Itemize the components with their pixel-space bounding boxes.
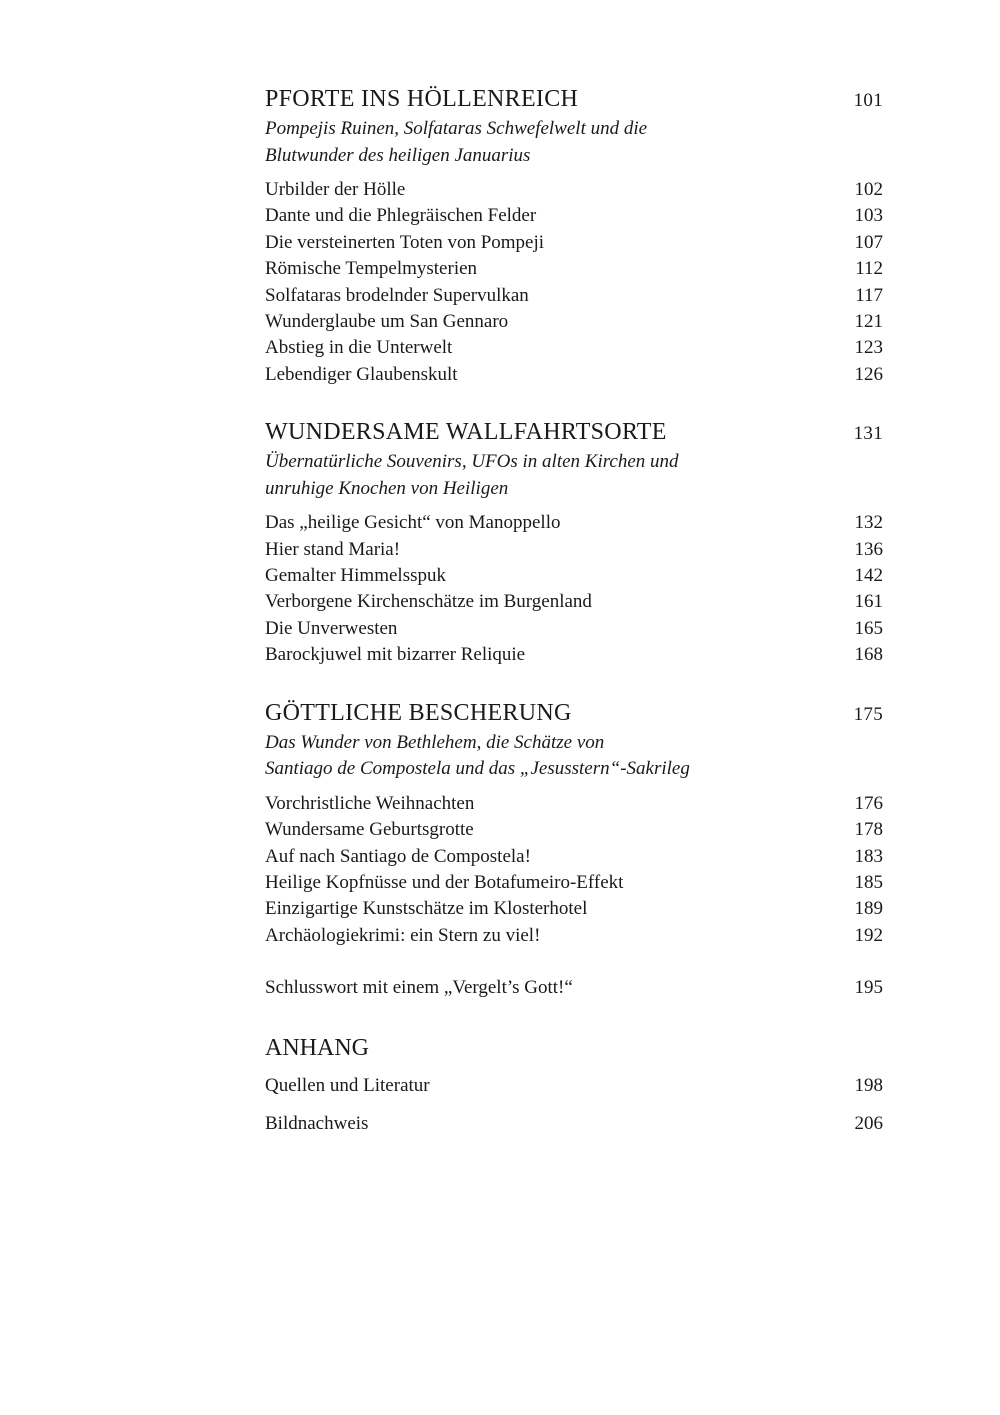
- toc-entry: [265, 1073, 883, 1099]
- section-page-number: 131: [853, 423, 883, 445]
- entry-page: 189: [854, 898, 883, 920]
- subtitle-line: Pompejis Ruinen, Solfataras Schwefelwelt und die: [265, 118, 648, 139]
- entry-page: 185: [854, 871, 883, 893]
- toc-entry: [265, 256, 883, 282]
- entry-page: 176: [854, 792, 883, 814]
- entry-title: Heilige Kopfnüsse und der Botafumeiro-Effekt: [265, 871, 624, 893]
- toc-entry: [265, 309, 883, 335]
- entry-list: [265, 510, 883, 668]
- subtitle-line: Übernatürliche Souvenirs, UFOs in alten Kirchen und: [265, 451, 679, 473]
- toc-entry: [265, 817, 883, 843]
- entry-page: 161: [854, 591, 883, 613]
- entry-title: Wundersame Geburtsgrotte: [265, 819, 474, 841]
- entry-page: 123: [854, 337, 883, 359]
- section-page-number: 175: [853, 703, 883, 725]
- section-title: GÖTTLICHE BESCHERUNG: [265, 699, 572, 726]
- toc-entry: [265, 510, 883, 536]
- entry-page: 136: [854, 538, 883, 560]
- entry-title: Das „heilige Gesicht“ von Manoppello: [265, 512, 561, 534]
- entry-page: 132: [854, 512, 883, 534]
- entry-page: 126: [854, 363, 883, 385]
- appendix-title: ANHANG: [265, 1035, 369, 1062]
- section-heading: [265, 698, 883, 730]
- entry-title: Auf nach Santiago de Compostela!: [265, 845, 531, 867]
- section-heading: [265, 417, 883, 449]
- entry-title: Verborgene Kirchenschätze im Burgenland: [265, 591, 592, 613]
- section-subtitle: [265, 116, 883, 169]
- entry-page: 121: [854, 311, 883, 333]
- toc-entry: [265, 589, 883, 615]
- subtitle-line: Das Wunder von Bethlehem, die Schätze von: [265, 731, 605, 753]
- entry-title: Archäologiekrimi: ein Stern zu viel!: [265, 924, 541, 946]
- toc-entry: [265, 1111, 883, 1137]
- toc-entry: [265, 335, 883, 361]
- entry-list: [265, 791, 883, 949]
- entry-title: Die Unverwesten: [265, 617, 398, 639]
- toc-entry: [265, 896, 883, 922]
- toc-entry: [265, 791, 883, 817]
- entry-title: Solfataras brodelnder Supervulkan: [265, 284, 529, 306]
- section-page-number: 101: [853, 90, 883, 111]
- entry-page: 107: [854, 231, 883, 253]
- toc-section-hoellenreich: [265, 84, 883, 388]
- section-subtitle: [265, 730, 883, 783]
- toc-entry: [265, 923, 883, 949]
- entry-title: Hier stand Maria!: [265, 538, 401, 560]
- entry-title: Lebendiger Glaubenskult: [265, 363, 458, 385]
- toc-entry: [265, 230, 883, 256]
- toc-entry: [265, 642, 883, 668]
- entry-title: Abstieg in die Unterwelt: [265, 337, 453, 359]
- toc-entry: [265, 870, 883, 896]
- toc-section-bescherung: [265, 698, 883, 949]
- entry-page: 112: [855, 258, 883, 280]
- entry-page: 178: [854, 819, 883, 841]
- table-of-contents: [265, 84, 883, 1137]
- entry-title: Quellen und Literatur: [265, 1075, 430, 1097]
- toc-entry: [265, 203, 883, 229]
- entry-page: 168: [854, 644, 883, 666]
- section-title: PFORTE INS HÖLLENREICH: [265, 86, 579, 112]
- entry-title: Einzigartige Kunstschätze im Klosterhotel: [265, 898, 588, 920]
- entry-title: Wunderglaube um San Gennaro: [265, 311, 509, 333]
- entry-list: [265, 177, 883, 388]
- subtitle-line: Santiago de Compostela und das „Jesusstern“-Sakrileg: [265, 758, 690, 780]
- toc-entry: [265, 177, 883, 203]
- toc-entry: [265, 563, 883, 589]
- entry-page: 192: [854, 924, 883, 946]
- entry-page: 142: [854, 565, 883, 587]
- entry-page: 195: [854, 977, 883, 999]
- toc-entry: [265, 844, 883, 870]
- entry-page: 103: [854, 205, 883, 227]
- entry-page: 102: [854, 179, 883, 200]
- entry-page: 198: [854, 1075, 883, 1097]
- section-heading: [265, 84, 883, 116]
- toc-entry: [265, 362, 883, 388]
- entry-title: Bildnachweis: [265, 1113, 369, 1135]
- entry-title: Dante und die Phlegräischen Felder: [265, 205, 537, 227]
- entry-page: 206: [854, 1113, 883, 1135]
- entry-page: 117: [855, 284, 883, 306]
- toc-entry: [265, 537, 883, 563]
- toc-closing-entry: [265, 975, 883, 1001]
- subtitle-line: unruhige Knochen von Heiligen: [265, 477, 509, 499]
- entry-title: Schlusswort mit einem „Vergelt’s Gott!“: [265, 977, 573, 999]
- entry-title: Barockjuwel mit bizarrer Reliquie: [265, 644, 526, 666]
- entry-title: Vorchristliche Weihnachten: [265, 792, 475, 814]
- toc-section-wallfahrtsorte: [265, 417, 883, 668]
- entry-title: Urbilder der Hölle: [265, 179, 406, 200]
- entry-title: Römische Tempelmysterien: [265, 258, 478, 280]
- entry-page: 183: [854, 845, 883, 867]
- toc-entry: [265, 283, 883, 309]
- toc-entry: [265, 616, 883, 642]
- entry-title: Gemalter Himmelsspuk: [265, 565, 446, 587]
- section-subtitle: [265, 449, 883, 502]
- entry-page: 165: [854, 617, 883, 639]
- section-title: WUNDERSAME WALLFAHRTSORTE: [265, 419, 667, 446]
- subtitle-line: Blutwunder des heiligen Januarius: [265, 144, 531, 166]
- entry-title: Die versteinerten Toten von Pompeji: [265, 231, 545, 253]
